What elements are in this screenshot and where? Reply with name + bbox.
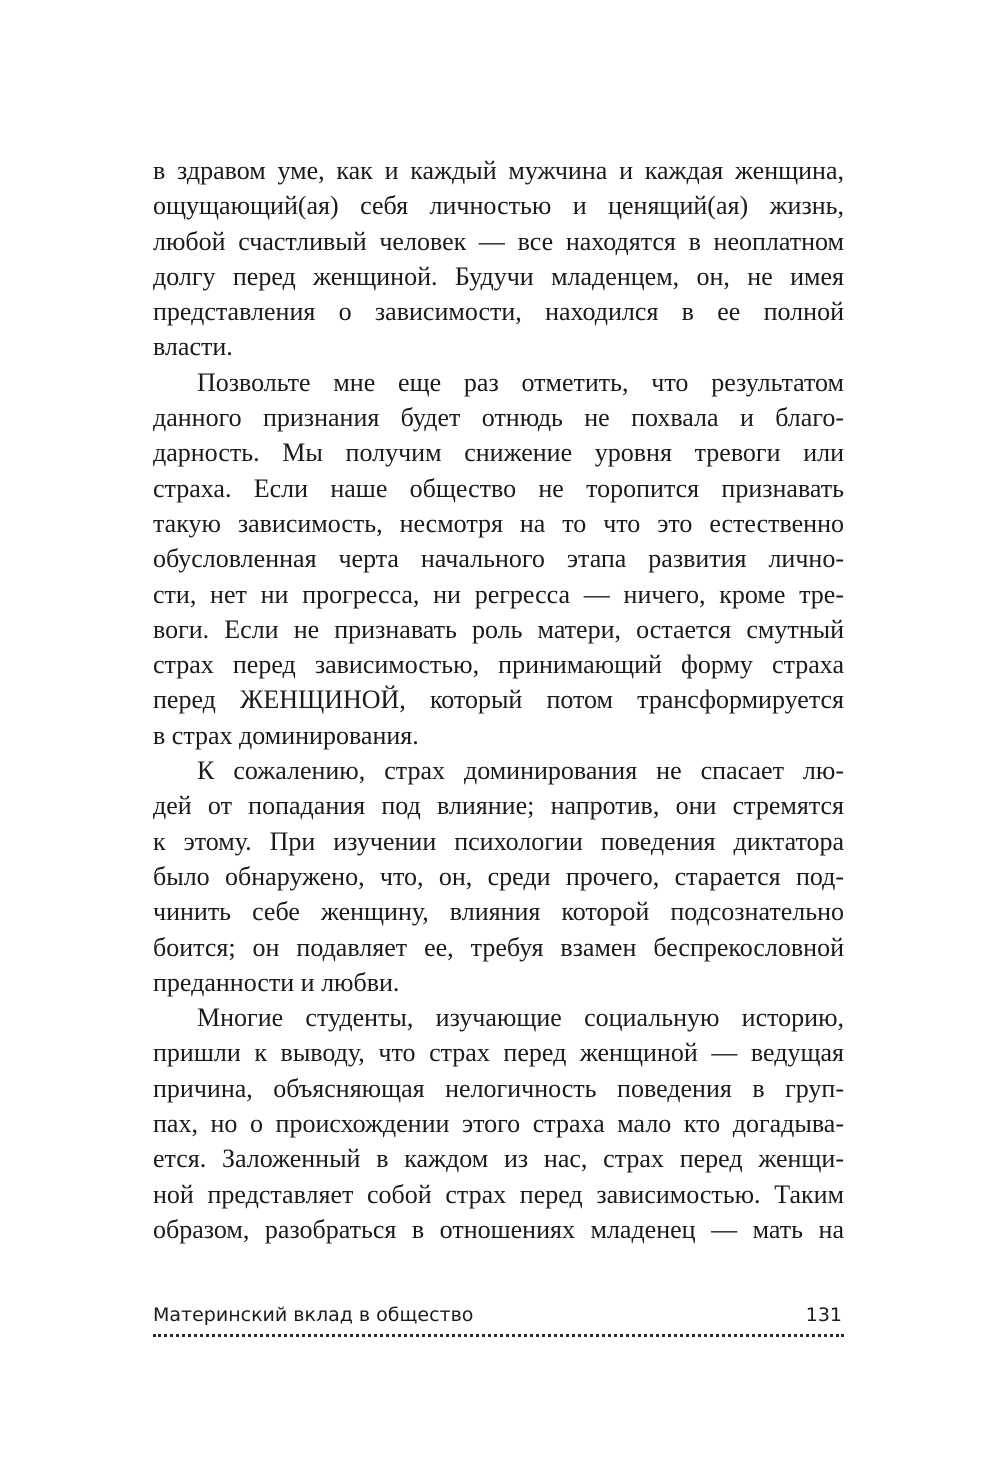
text-line: в здравом уме, как и каждый мужчина и каждая женщина, [153, 156, 844, 185]
text-line: сти, нет ни прогресса, ни регресса — ничего, кроме тре- [153, 579, 844, 609]
text-line: дарность. Мы получим снижение уровня тревоги или [153, 438, 844, 468]
text-line: власти. [153, 332, 233, 362]
text-line: ной представляет собой страх перед зависимостью. Таким [153, 1179, 844, 1209]
text-line: к этому. При изучении психологии поведения диктатора [153, 826, 844, 856]
text-line: преданности и любви. [153, 967, 400, 997]
text-line: перед ЖЕНЩИНОЙ, который потом трансформируется [153, 685, 844, 715]
running-head: Материнский вклад в общество [153, 1304, 474, 1326]
text-line: пришли к выводу, что страх перед женщиной — ведущая [153, 1038, 844, 1068]
text-line: обусловленная черта начального этапа развития лично- [153, 544, 844, 574]
text-line: Позвольте мне еще раз отметить, что результатом [197, 367, 844, 397]
text-line: дей от попадания под влияние; напротив, они стремятся [153, 791, 844, 821]
text-line: образом, разобраться в отношениях младенец — мать на [153, 1214, 844, 1244]
text-line: в страх доминирования. [153, 720, 419, 750]
page-footer [153, 1302, 844, 1338]
text-line: страх перед зависимостью, принимающий форму страха [153, 650, 844, 680]
text-line: любой счастливый человек — все находятся в неоплатном [153, 226, 844, 256]
text-line: долгу перед женщиной. Будучи младенцем, он, не имея [153, 261, 844, 291]
text-line: представления о зависимости, находился в ее полной [153, 297, 844, 327]
text-line: ощущающий(ая) себя личностью и ценящий(ая) жизнь, [153, 191, 844, 221]
page-number: 131 [805, 1304, 842, 1326]
text-line: воги. Если не признавать роль матери, остается смутный [153, 614, 844, 644]
text-line: было обнаружено, что, он, среди прочего, старается под- [153, 861, 844, 891]
text-line: причина, объясняющая нелогичность поведения в груп- [153, 1073, 844, 1103]
text-line: ется. Заложенный в каждом из нас, страх перед женщи- [153, 1144, 844, 1174]
text-line: такую зависимость, несмотря на то что это естественно [153, 508, 844, 538]
text-line: Многие студенты, изучающие социальную историю, [197, 1003, 844, 1033]
text-line: боится; он подавляет ее, требуя взамен беспрекословной [153, 932, 844, 962]
body-text [153, 153, 844, 1247]
text-line: данного признания будет отнюдь не похвала и благо- [153, 403, 844, 433]
footer-dotted-rule [153, 1334, 844, 1337]
text-line: К сожалению, страх доминирования не спасает лю- [197, 756, 844, 786]
text-line: чинить себе женщину, влияния которой подсознательно [153, 897, 844, 927]
text-line: страха. Если наше общество не торопится признавать [153, 473, 844, 503]
text-line: пах, но о происхождении этого страха мало кто догадыва- [153, 1109, 844, 1139]
